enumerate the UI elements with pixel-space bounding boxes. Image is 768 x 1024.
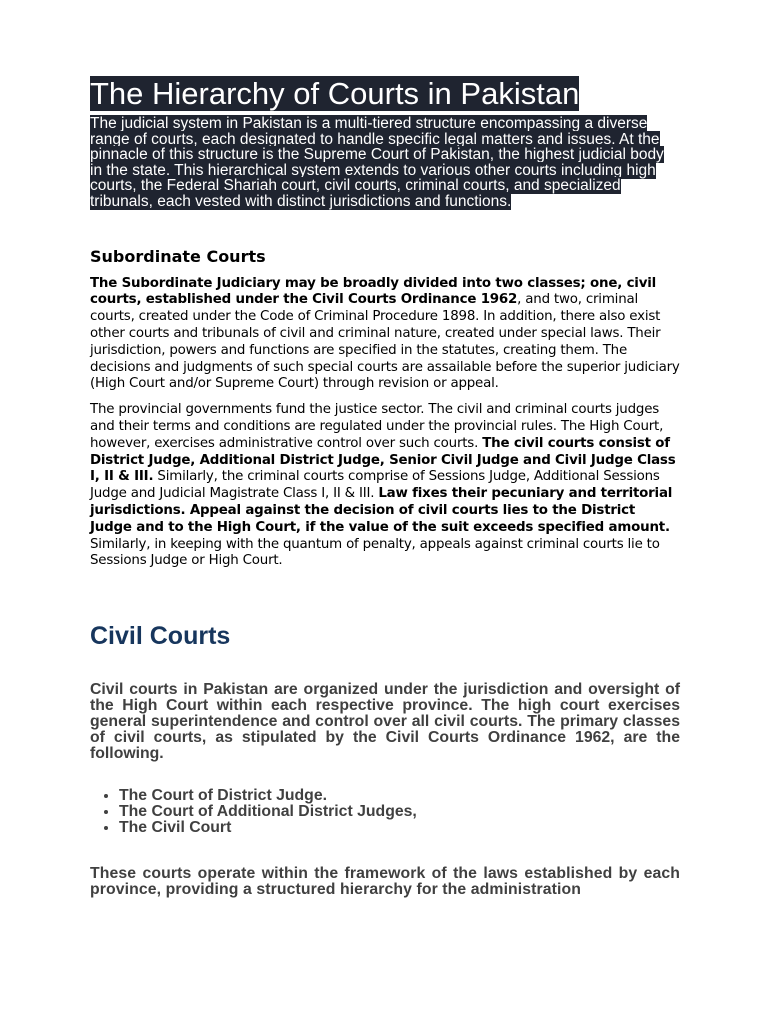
page-title: The Hierarchy of Courts in Pakistan [90,76,580,111]
civil-courts-heading: Civil Courts [90,622,231,651]
document-page [90,72,680,898]
subordinate-p2-text-1: The provincial governments fund the justice sector. The civil and criminal courts judges and their terms and conditions are regulated under the provincial rules. The High Court, however, exercises administrative control over such courts. [90,402,664,451]
subordinate-p2-bold-2: Law fixes their pecuniary and territorial jurisdictions. Appeal against the decision of civil courts lies to the District Judge and to the High Court, if the value of the suit exceeds specified amount. [90,486,673,535]
subordinate-p2-text-2: Similarly, the criminal courts comprise of Sessions Judge, Additional Sessions Judge and Judicial Magistrate Class I, II & III. [90,469,660,502]
intro-text: The judicial system in Pakistan is a multi-tiered structure encompassing a diverse range of courts, each designated to handle specific legal matters and issues. At the pinnacle of this structure is the Supreme Court of Pakistan, the highest judicial body in the state. This hierarchical system extends to various other courts including high courts, the Federal Shariah court, civil courts, criminal courts, and specialized tribunals, each vested with distinct jurisdictions and functions. [90,115,664,210]
list-item: • The Court of Additional District Judges, [119,804,680,820]
closing-paragraph: These courts operate within the framework of the laws established by each province, providing a structured hierarchy for the administration [90,865,680,899]
list-item: • The Civil Court [119,820,680,836]
civil-courts-paragraph: Civil courts in Pakistan are organized under the jurisdiction and oversight of the High Court within each respective province. The high court exercises general superintendence and control over all civil courts. The primary classes of civil courts, as stipulated by the Civil Courts Ordinance 1962, are the following. [90,681,680,763]
subordinate-paragraph-1 [90,276,680,394]
civil-courts-list [90,788,680,836]
intro-paragraph [90,116,680,210]
subordinate-p1-text: , and two, criminal courts, created under the Code of Criminal Procedure 1898. In addition, there also exist other courts and tribunals of civil and criminal nature, created under special laws. Their jurisdiction, powers and functions are specified in the statutes, creating them. The decisions and judgments of such special courts are assailable before the superior judiciary (High Court and/or Supreme Court) through revision or appeal. [90,292,680,392]
subordinate-courts-heading: Subordinate Courts [90,246,266,266]
subordinate-p1-bold: The Subordinate Judiciary may be broadly divided into two classes; one, civil courts, established under the Civil Courts Ordinance 1962 [90,275,657,308]
list-item: • The Court of District Judge. [119,788,680,804]
subordinate-p2-text-3: Similarly, in keeping with the quantum of penalty, appeals against criminal courts lie to Sessions Judge or High Court. [90,536,660,569]
subordinate-paragraph-2 [90,402,680,570]
subordinate-p2-bold-1: The civil courts consist of District Judge, Additional District Judge, Senior Civil Judge and Civil Judge Class I, II & III. [90,435,676,485]
